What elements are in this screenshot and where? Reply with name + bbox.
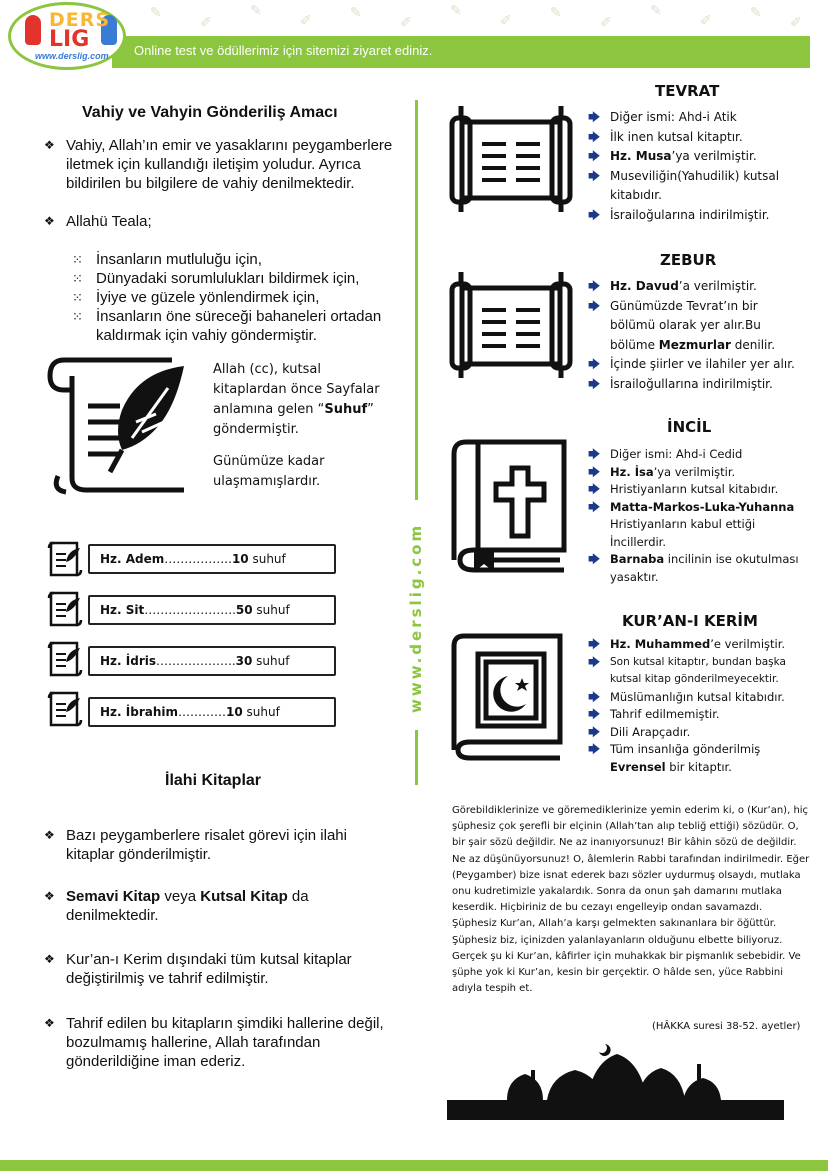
scroll-small-icon bbox=[46, 540, 84, 578]
arrow-bullet-icon: 🡆 bbox=[588, 689, 601, 704]
logo-text-bottom: LIG bbox=[49, 27, 90, 52]
incil-list bbox=[588, 446, 806, 586]
psalms-scroll-icon bbox=[446, 270, 576, 380]
verse-reference: (HÂKKA suresi 38-52. ayetler) bbox=[652, 1021, 801, 1032]
diamond-bullet-icon: ❖ bbox=[44, 214, 55, 228]
diamond-bullet-icon: ❖ bbox=[44, 889, 55, 903]
vahiy-sub-3: ⁙ İyiye ve güzele yönlendirmek için, bbox=[72, 289, 320, 306]
mosque-silhouette-icon bbox=[447, 1040, 784, 1120]
header-message: Online test ve ödüllerimiz için sitemizi ziyaret ediniz. bbox=[134, 43, 433, 58]
zebur-list bbox=[588, 277, 806, 394]
logo-text-top: DERS bbox=[49, 9, 111, 31]
scroll-small-icon bbox=[46, 590, 84, 628]
list-item: 🡆 Diğer ismi: Ahd-i Atik bbox=[610, 108, 810, 128]
arrow-bullet-icon: 🡆 bbox=[588, 129, 601, 144]
vertical-watermark bbox=[404, 522, 428, 720]
list-item: 🡆 Hz. Muhammed’e verilmiştir. bbox=[610, 636, 806, 654]
ilahi-bullet-4: ❖ Tahrif edilen bu kitapların şimdiki hallerine değil, bozulmamış hallerine, Allah tarafından gönderildiğine iman ederiz. bbox=[44, 1015, 384, 1070]
quran-book-icon bbox=[450, 632, 566, 762]
list-item: 🡆 Tahrif edilmemiştir. bbox=[610, 706, 806, 724]
arrow-bullet-icon: 🡆 bbox=[588, 207, 601, 222]
arrow-bullet-icon: 🡆 bbox=[588, 357, 601, 371]
arrow-bullet-icon: 🡆 bbox=[588, 499, 601, 514]
column-divider bbox=[415, 100, 418, 500]
list-item: 🡆 Diğer ismi: Ahd-i Cedid bbox=[610, 446, 806, 464]
list-item: 🡆 Hz. Davud’a verilmiştir. bbox=[610, 277, 806, 297]
column-divider-lower bbox=[415, 730, 418, 785]
diamond-bullet-icon: ❖ bbox=[44, 138, 55, 152]
scroll-small-icon bbox=[46, 640, 84, 678]
arrow-bullet-icon: 🡆 bbox=[588, 149, 601, 163]
arrow-bullet-icon: 🡆 bbox=[588, 168, 601, 183]
kuran-list bbox=[588, 636, 806, 776]
vahiy-title: Vahiy ve Vahyin Gönderiliş Amacı bbox=[82, 104, 338, 121]
list-item: 🡆 Matta-Markos-Luka-Yuhanna Hristiyanların kabul ettiği İncillerdir. bbox=[588, 499, 795, 549]
arrow-bullet-icon: 🡆 bbox=[588, 637, 601, 651]
suhuf-box-idris: Hz. İdris………………..30 suhuf bbox=[88, 646, 336, 676]
cross-bullet-icon: ⁙ bbox=[72, 271, 83, 286]
ilahi-kitaplar-title: İlahi Kitaplar bbox=[165, 772, 262, 789]
arrow-bullet-icon: 🡆 bbox=[588, 447, 601, 461]
ilahi-bullet-2: ❖ Semavi Kitap veya Kutsal Kitap da denilmektedir. bbox=[44, 888, 309, 924]
list-item: 🡆 Tüm insanlığa gönderilmiş bbox=[610, 741, 806, 759]
bible-book-icon bbox=[448, 438, 572, 574]
vahiy-bullet-1: ❖ Vahiy, Allah’ın emir ve yasaklarını peygamberlere iletmek için kullandığı iletişim yoludur. Ayrıca bildirilen bu bilgilere de vahiy denilmektedir. bbox=[44, 137, 393, 192]
scroll-quill-icon bbox=[44, 352, 196, 498]
arrow-bullet-icon: 🡆 bbox=[588, 482, 601, 496]
suhuf-box-adem: Hz. Adem……………..10 suhuf bbox=[88, 544, 336, 574]
list-item: 🡆 İsrailoğullarına indirilmiştir. bbox=[610, 375, 806, 395]
logo-url: www.derslig.com bbox=[35, 51, 109, 61]
list-item: 🡆 Müslümanlığın kutsal kitabıdır. bbox=[610, 689, 806, 707]
cross-bullet-icon: ⁙ bbox=[72, 309, 83, 324]
list-item: 🡆 Hristiyanların kutsal kitabıdır. bbox=[610, 481, 806, 499]
arrow-bullet-icon: 🡆 bbox=[588, 279, 601, 293]
suhuf-note-2: Günümüze kadar ulaşmamışlardır. bbox=[213, 454, 325, 489]
list-item: Evrensel bir kitaptır. bbox=[610, 759, 732, 774]
footer-bar bbox=[0, 1160, 828, 1171]
diamond-bullet-icon: ❖ bbox=[44, 952, 55, 966]
cross-bullet-icon: ⁙ bbox=[72, 290, 83, 305]
list-item: 🡆 İçinde şiirler ve ilahiler yer alır. bbox=[610, 355, 806, 375]
vahiy-sub-1: ⁙ İnsanların mutluluğu için, bbox=[72, 251, 262, 268]
list-item: 🡆 Son kutsal kitaptır, bundan başka kutsal kitap gönderilmeyecektir. bbox=[588, 654, 786, 685]
arrow-bullet-icon: 🡆 bbox=[588, 376, 601, 391]
arrow-bullet-icon: 🡆 bbox=[588, 552, 601, 566]
torah-scroll-icon bbox=[446, 104, 576, 214]
vahiy-bullet-2: ❖ Allahü Teala; bbox=[44, 213, 152, 230]
list-item: 🡆 Barnaba incilinin ise okutulması yasaktır. bbox=[588, 552, 799, 584]
list-item: 🡆 Hz. İsa’ya verilmiştir. bbox=[610, 464, 806, 482]
kuran-title: KUR’AN-I KERİM bbox=[622, 612, 758, 630]
arrow-bullet-icon: 🡆 bbox=[588, 707, 601, 721]
list-item: 🡆 İlk inen kutsal kitaptır. bbox=[610, 128, 810, 148]
vahiy-sub-2: ⁙ Dünyadaki sorumlulukları bildirmek için, bbox=[72, 270, 360, 287]
arrow-bullet-icon: 🡆 bbox=[588, 110, 601, 124]
list-item: 🡆 Museviliğin(Yahudilik) kutsal kitabıdır. bbox=[588, 168, 780, 202]
header-bar[interactable] bbox=[112, 36, 810, 68]
suhuf-note: Allah (cc), kutsal kitaplardan önce Sayfalar anlamına gelen “Suhuf” göndermiştir. bbox=[213, 362, 380, 437]
logo-kid-left-icon bbox=[25, 15, 41, 45]
header-pattern: ✎ ✐ ✎ ✐ ✎ ✐ ✎ ✐ ✎ ✐ ✎ ✐ ✎ ✐ bbox=[0, 0, 828, 36]
watermark-url: www.derslig.com bbox=[407, 522, 425, 713]
tevrat-title: TEVRAT bbox=[655, 82, 720, 100]
arrow-bullet-icon: 🡆 bbox=[588, 654, 601, 669]
tevrat-list bbox=[588, 108, 810, 225]
diamond-bullet-icon: ❖ bbox=[44, 1016, 55, 1030]
arrow-bullet-icon: 🡆 bbox=[588, 724, 601, 739]
arrow-bullet-icon: 🡆 bbox=[588, 742, 601, 756]
list-item: 🡆 Hz. Musa’ya verilmiştir. bbox=[610, 147, 810, 167]
scroll-small-icon bbox=[46, 690, 84, 728]
incil-title: İNCİL bbox=[667, 418, 712, 436]
ilahi-bullet-1: ❖ Bazı peygamberlere risalet görevi için ilahi kitaplar gönderilmiştir. bbox=[44, 827, 347, 863]
suhuf-box-sit: Hz. Sit…………………..50 suhuf bbox=[88, 595, 336, 625]
suhuf-box-ibrahim: Hz. İbrahim…………10 suhuf bbox=[88, 697, 336, 727]
derslig-logo[interactable] bbox=[8, 2, 126, 70]
arrow-bullet-icon: 🡆 bbox=[588, 298, 601, 313]
list-item: 🡆 İsrailoğularına indirilmiştir. bbox=[610, 206, 810, 226]
quran-verse-text: Görebildiklerinize ve göremediklerinize yemin ederim ki, o (Kur’an), hiç şüphesiz çok şerefli bir elçinin (Allah’tan alıp tebliğ ettiği) sözüdür. O, bir şair sözü değildir. Ne az inanıyorsunuz! Bir kâhin sözü de değildir. Ne az düşünüyorsunuz! O, âlemlerin Rabbi tarafından indirilmedir. Eğer (Peygamber) bize isnat ederek bazı sözler uydurmuş olsaydı, mutlaka onu kudretimizle yakalardık. Sonra da onun şah damarını mutlaka keserdik. Hiçbiriniz de bu cezayı engelleyip ondan savamazdı. Şüphesiz Kur’an, Allah’a karşı gelmekten sakınanlara bir öğüttür. Şüphesiz biz, içinizden yalanlayanların olduğunu elbette biliyoruz. Gerçek şu ki Kur’an, kâfirler için muhakkak bir pişmanlık sebebidir. Ve şüphe yok ki Kur’an, kesin bir gerçektir. O hâlde sen, yüce Rabbini adıyla tespih et. bbox=[452, 805, 810, 995]
vahiy-sub-4: ⁙ İnsanların öne süreceği bahaneleri ortadan kaldırmak için vahiy göndermiştir. bbox=[72, 308, 382, 344]
diamond-bullet-icon: ❖ bbox=[44, 828, 55, 842]
arrow-bullet-icon: 🡆 bbox=[588, 464, 601, 479]
zebur-title: ZEBUR bbox=[660, 251, 717, 269]
ilahi-bullet-3: ❖ Kur’an-ı Kerim dışındaki tüm kutsal kitaplar değiştirilmiş ve tahrif edilmiştir. bbox=[44, 951, 352, 987]
cross-bullet-icon: ⁙ bbox=[72, 252, 83, 267]
list-item: 🡆 Günümüzde Tevrat’ın bir bölümü olarak yer alır.Bu bölüme Mezmurlar denilir. bbox=[588, 298, 776, 352]
list-item: 🡆 Dili Arapçadır. bbox=[610, 724, 806, 742]
